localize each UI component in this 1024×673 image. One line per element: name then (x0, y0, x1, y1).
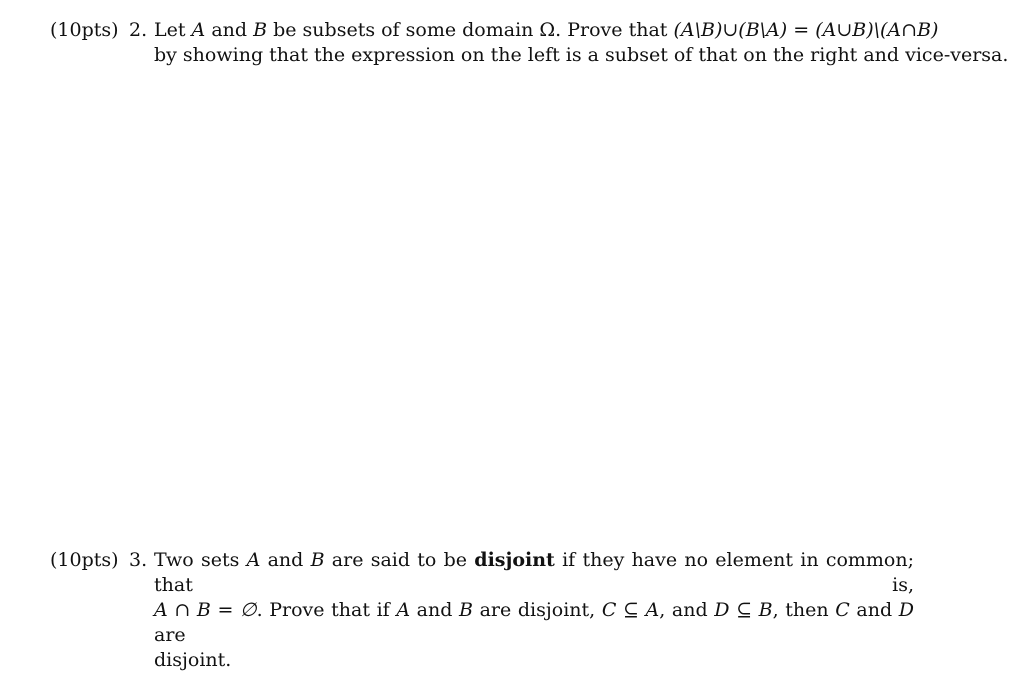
problem-3-line-1 (154, 548, 914, 598)
text: if they have no element in common; that is, (154, 549, 915, 596)
text: and (410, 599, 460, 621)
math-A: A (246, 549, 261, 571)
text: and (260, 549, 311, 571)
problem-3-line-2 (154, 598, 914, 648)
text: be subsets of some domain Ω. Prove that (267, 19, 674, 41)
problem-3-line-3: disjoint. (154, 649, 232, 671)
math-C-subset-A: C ⊆ A (601, 599, 660, 621)
text: , then (772, 599, 836, 621)
text: Two sets (154, 549, 247, 571)
math-B: B (310, 549, 325, 571)
math-A: A (396, 599, 411, 621)
problem-2-line-2: by showing that the expression on the left is a subset of that on the right and vice-versa. (154, 44, 1009, 66)
text: are said to be (324, 549, 475, 571)
text: . Prove that if (256, 599, 397, 621)
problem-2-number: 2. (129, 19, 148, 41)
empty-intersection-expression: A ∩ B = ∅ (154, 599, 257, 621)
problem-2-points: (10pts) (50, 19, 119, 41)
math-D: D (898, 599, 914, 621)
math-C: C (835, 599, 850, 621)
math-D-subset-B: D ⊆ B (714, 599, 773, 621)
text: are (154, 624, 186, 646)
problem-2-line-1 (154, 18, 939, 43)
set-identity-expression: (A\B)∪(B\A) = (A∪B)\(A∩B) (673, 19, 939, 41)
text: Let (154, 19, 192, 41)
text: , and (659, 599, 715, 621)
problem-3-statement (154, 548, 914, 673)
term-disjoint: disjoint (474, 549, 555, 571)
text: and (849, 599, 899, 621)
math-B: B (253, 19, 268, 41)
text: are disjoint, (472, 599, 602, 621)
math-A: A (191, 19, 206, 41)
problem-3-points: (10pts) (50, 549, 119, 571)
text: and (205, 19, 254, 41)
problem-2-statement (154, 18, 1009, 68)
math-B: B (459, 599, 473, 621)
problem-3-number: 3. (129, 549, 148, 571)
